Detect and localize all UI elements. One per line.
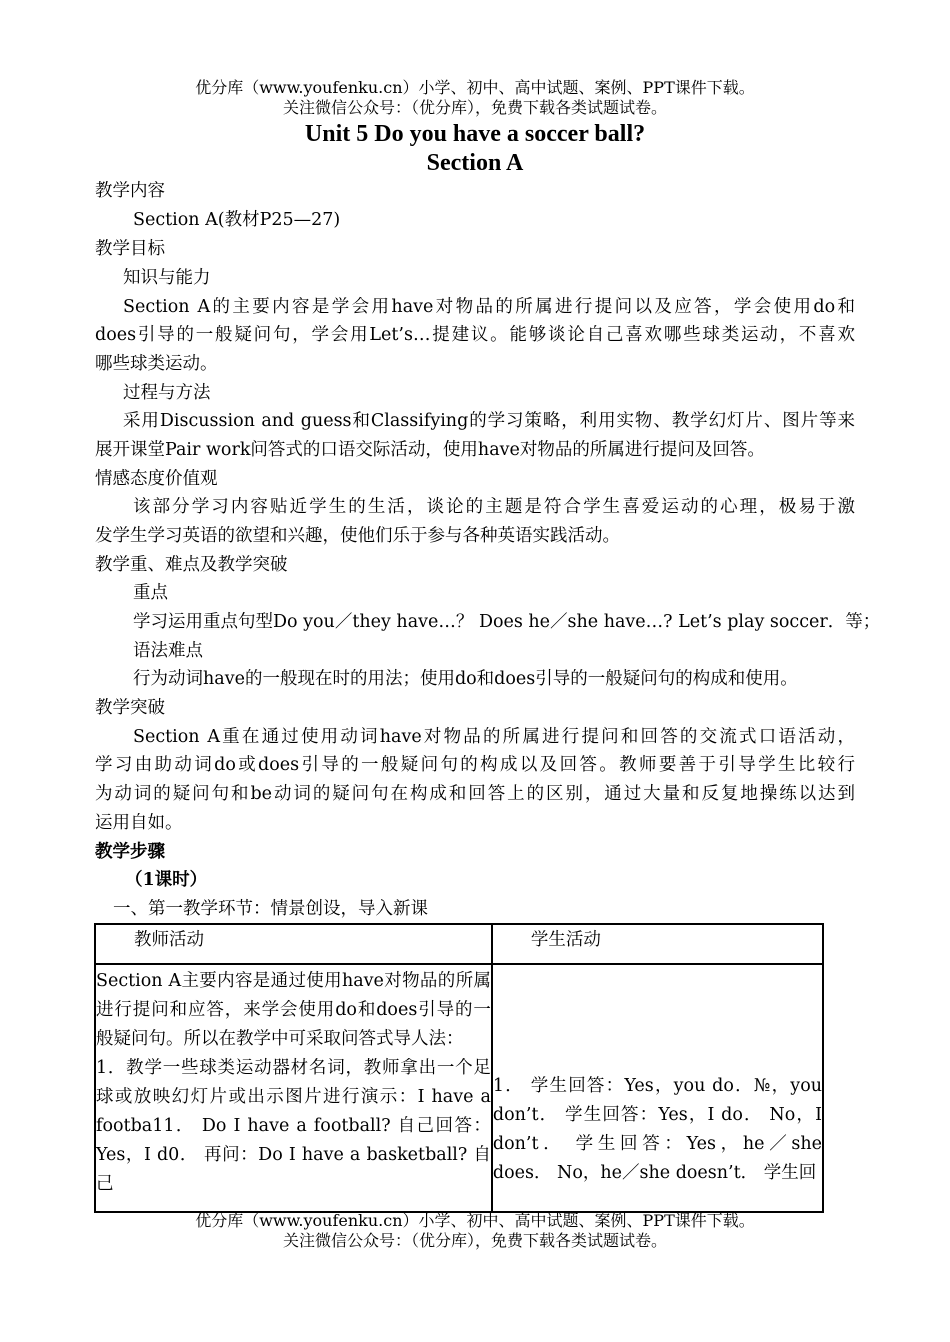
period-label: （1课时） xyxy=(125,870,208,890)
student-activity-text: 1． 学生回答：Yes，you do．№，you don’t． 学生回答：Yes，I do． No，I don’t． 学生回答：Yes，he／she does． No，he／she doesn’t． 学生回 xyxy=(492,1076,822,1183)
breakthrough-line-4: 运用自如。 xyxy=(95,813,183,833)
heading-steps: 教学步骤 xyxy=(95,842,165,862)
teacher-column-header xyxy=(95,924,492,964)
breakthrough-line-1: Section A重在通过使用动词have对物品的所属进行提问和回答的交流式口语活动， xyxy=(133,727,855,747)
footer-line-2: 关注微信公众号：（优分库），免费下载各类试题试卷。 xyxy=(282,1231,667,1250)
heading-breakthrough: 教学突破 xyxy=(95,698,165,718)
teacher-activity-step-1: 1．教学一些球类运动器材名词，教师拿出一个足球或放映幻灯片或出示图片进行演示：I have a footba11． Do I have a football? 自己回答：Yes，I d0． 再问：Do I have a basketball? 自己 xyxy=(96,1058,491,1194)
teacher-activity-intro: Section A主要内容是通过使用have对物品的所属进行提问和应答，来学会使用do和does引导的一般疑问句。所以在教学中可采取问答式导人法： xyxy=(96,971,491,1049)
breakthrough-line-2: 学习由助动词do或does引导的一般疑问句的构成以及回答。教师要善于引导学生比较行 xyxy=(95,755,855,775)
student-column-label: 学生活动 xyxy=(530,930,601,950)
process-line-1: 采用Discussion and guess和Classifying的学习策略，利用实物、教学幻灯片、图片等来 xyxy=(123,411,855,431)
knowledge-line-3: 哪些球类运动。 xyxy=(95,354,218,374)
heading-emotion: 情感态度价值观 xyxy=(95,469,218,489)
teacher-activity-cell xyxy=(95,964,492,1212)
heading-goals: 教学目标 xyxy=(95,239,165,259)
steps-table xyxy=(94,923,824,1213)
heading-knowledge: 知识与能力 xyxy=(123,268,211,288)
stage-1-heading: 一、第一教学环节：情景创设，导入新课 xyxy=(113,899,428,919)
footer-line-1: 优分库（www.youfenku.cn）小学、初中、高中试题、案例、PPT课件下载。 xyxy=(195,1211,755,1230)
header-line-2: 关注微信公众号：（优分库），免费下载各类试题试卷。 xyxy=(282,98,667,117)
teacher-column-label: 教师活动 xyxy=(134,930,204,950)
student-activity-cell xyxy=(492,964,823,1212)
heading-process: 过程与方法 xyxy=(123,383,211,403)
knowledge-line-1: Section A的主要内容是学会用have对物品的所属进行提问以及应答，学会使用do和 xyxy=(123,297,855,317)
heading-content: 教学内容 xyxy=(95,181,165,201)
header-line-1: 优分库（www.youfenku.cn）小学、初中、高中试题、案例、PPT课件下载。 xyxy=(195,78,755,97)
content-text: Section A(教材P25—27) xyxy=(133,210,341,230)
heading-focus: 重点 xyxy=(133,583,168,603)
heading-key-points: 教学重、难点及教学突破 xyxy=(95,555,288,575)
table-row xyxy=(95,964,823,1212)
heading-grammar: 语法难点 xyxy=(133,641,203,661)
emotion-line-2: 发学生学习英语的欲望和兴趣，使他们乐于参与各种英语实践活动。 xyxy=(95,526,620,546)
breakthrough-line-3: 为动词的疑问句和be动词的疑问句在构成和回答上的区别，通过大量和反复地操练以达到 xyxy=(95,784,855,804)
table-header-row xyxy=(95,924,823,964)
section-title: Section A xyxy=(426,150,524,176)
knowledge-line-2: does引导的一般疑问句，学会用Let’s…提建议。能够谈论自己喜欢哪些球类运动，不喜欢 xyxy=(95,325,855,345)
focus-text: 学习运用重点句型Do you／they have…？ Does he／she have…? Let’s play soccer．等； xyxy=(133,612,881,632)
process-line-2: 展开课堂Pair work问答式的口语交际活动，使用have对物品的所属进行提问及回答。 xyxy=(95,440,765,460)
student-column-header xyxy=(492,924,823,964)
grammar-text: 行为动词have的一般现在时的用法；使用do和does引导的一般疑问句的构成和使用。 xyxy=(133,669,798,689)
emotion-line-1: 该部分学习内容贴近学生的生活，谈论的主题是符合学生喜爱运动的心理，极易于激 xyxy=(133,497,855,517)
unit-title: Unit 5 Do you have a soccer ball? xyxy=(304,121,646,147)
